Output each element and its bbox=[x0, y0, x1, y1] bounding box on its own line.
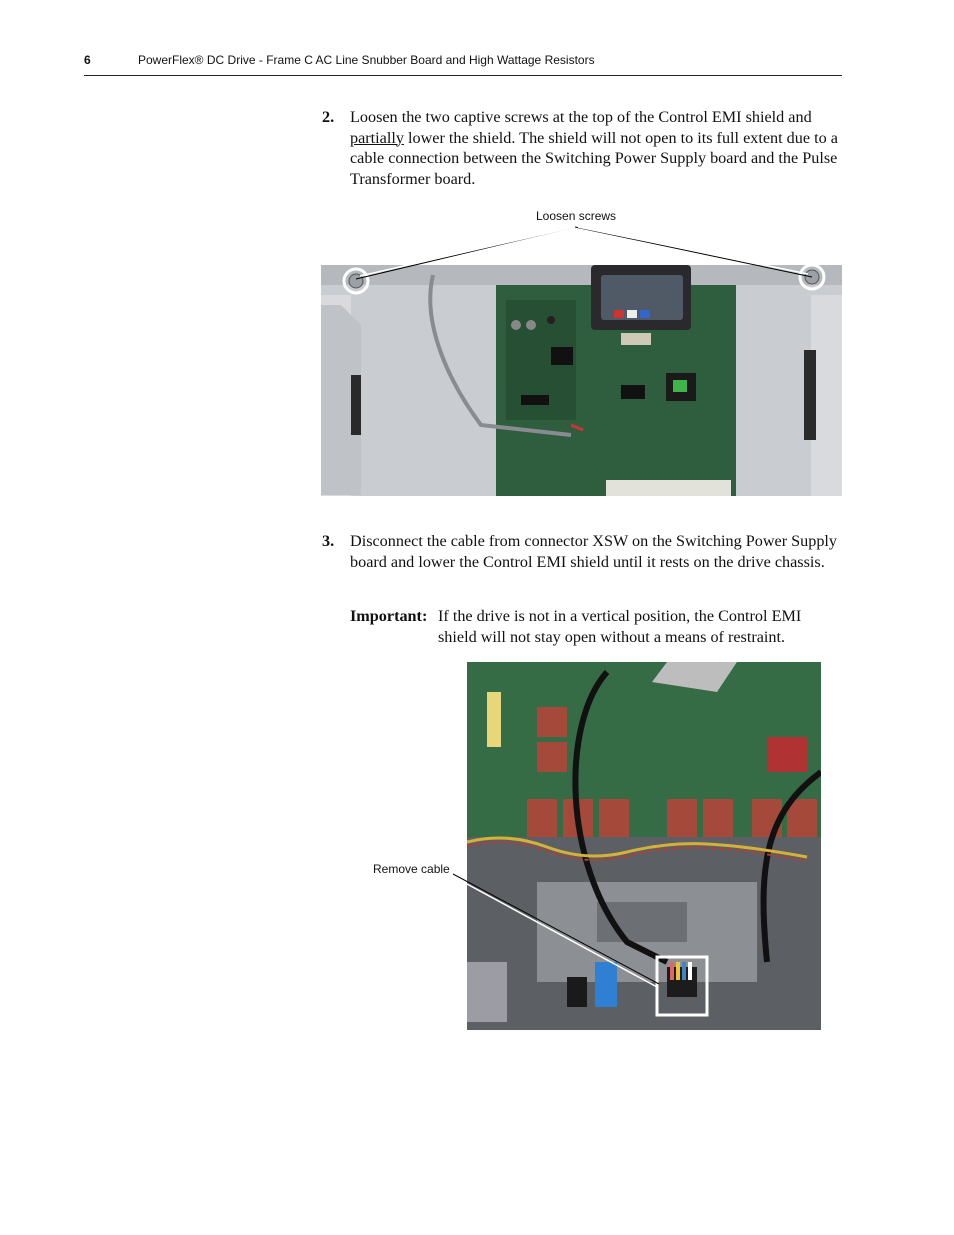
step-2-text-after: lower the shield. The shield will not open to its full extent due to a cable connection between the Switching Power Supply board and the Pulse Transformer board. bbox=[350, 128, 838, 188]
control-board-illustration bbox=[321, 265, 842, 496]
step-2-number: 2. bbox=[322, 108, 335, 126]
power-supply-board-photo bbox=[467, 662, 821, 1030]
running-header-title: PowerFlex® DC Drive - Frame C AC Line Snubber Board and High Wattage Resistors bbox=[138, 53, 595, 67]
step-3-number: 3. bbox=[322, 532, 335, 550]
step-2-text-before: Loosen the two captive screws at the top of the Control EMI shield and bbox=[350, 108, 812, 126]
page-number: 6 bbox=[84, 53, 91, 67]
step-3-text: Disconnect the cable from connector XSW on the Switching Power Supply board and lower the Control EMI shield until it rests on the drive chassis. bbox=[350, 532, 838, 571]
step-2-underlined-word: partially bbox=[350, 128, 404, 147]
remove-cable-callout: Remove cable bbox=[373, 862, 450, 876]
control-board-photo bbox=[321, 265, 842, 496]
loosen-screws-callout: Loosen screws bbox=[536, 209, 617, 223]
header-rule bbox=[84, 75, 842, 76]
important-text: If the drive is not in a vertical position, the Control EMI shield will not stay open without a means of restraint. bbox=[438, 607, 802, 646]
important-label: Important: bbox=[350, 607, 428, 625]
step-2-text bbox=[350, 107, 842, 189]
power-supply-board-illustration bbox=[467, 662, 821, 1030]
